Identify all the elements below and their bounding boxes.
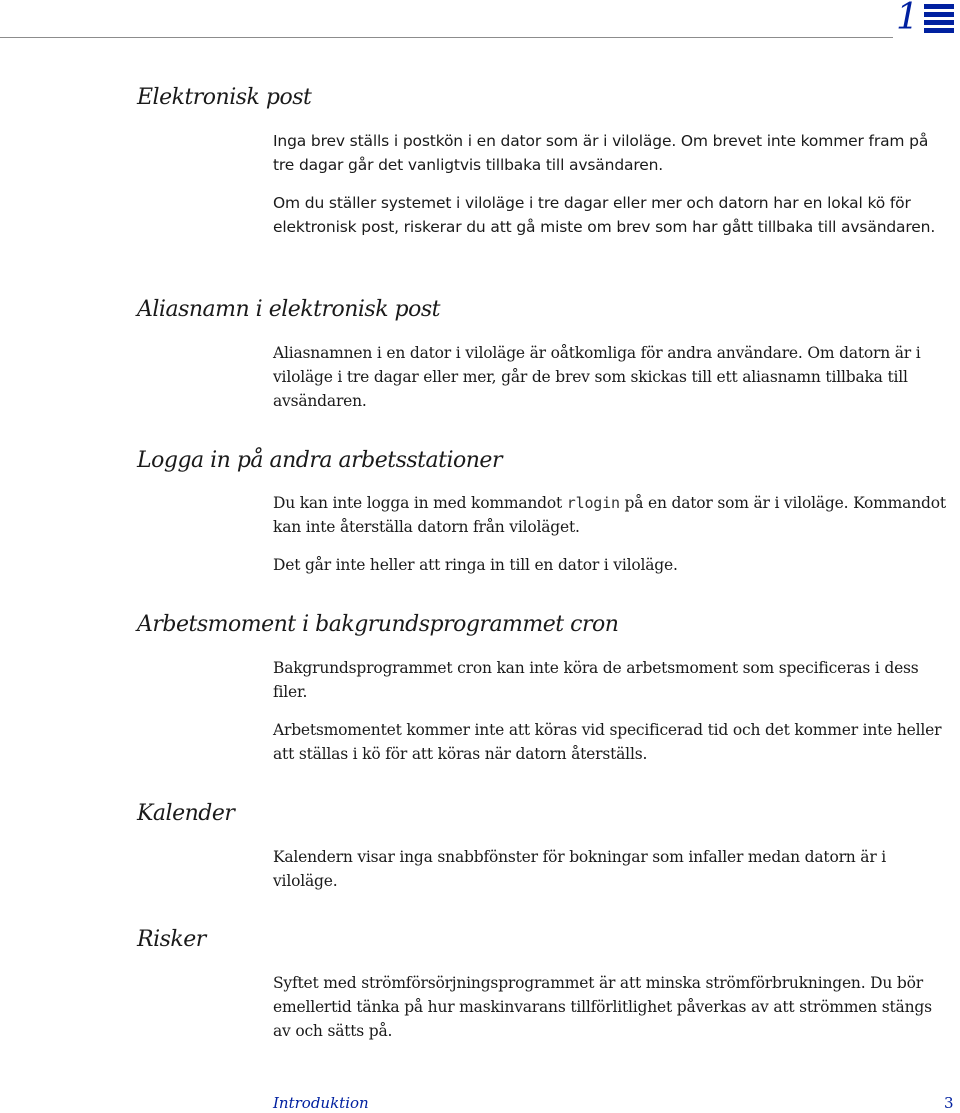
section-heading-aliasnamn: Aliasnamn i elektronisk post xyxy=(137,297,440,322)
section-heading-risker: Risker xyxy=(137,927,206,952)
chapter-number: 1 xyxy=(896,0,919,38)
paragraph: Syftet med strömförsörjningsprogrammet är att minska strömförbrukningen. Du bör emellertid tänka på hur maskinvarans tillförlitlighet påverkas av att strömmen stängs av och sätts på. xyxy=(273,974,932,1040)
paragraph: Arbetsmomentet kommer inte att köras vid specificerad tid och det kommer inte heller att ställas i kö för att köras när datorn återställs. xyxy=(273,721,942,763)
section-heading-kalender: Kalender xyxy=(137,801,235,826)
text: på en dator som är i viloläge. Kommandot kan inte återställa datorn från viloläget. xyxy=(273,494,946,536)
paragraph: Det går inte heller att ringa in till en dator i viloläge. xyxy=(273,556,678,574)
command-rlogin: rlogin xyxy=(566,494,620,512)
text: Du kan inte logga in med kommandot xyxy=(273,494,567,512)
footer-chapter-title: Introduktion xyxy=(273,1094,369,1112)
section-heading-logga-in: Logga in på andra arbetsstationer xyxy=(137,448,502,473)
paragraph: Aliasnamnen i en dator i viloläge är oåtkomliga för andra användare. Om datorn är i viloläge i tre dagar eller mer, går de brev som skickas till ett aliasnamn tillbaka till avsändaren. xyxy=(273,344,921,410)
three-bars-icon xyxy=(924,4,954,34)
paragraph: Kalendern visar inga snabbfönster för bokningar som infaller medan datorn är i viloläge. xyxy=(273,848,887,890)
footer-page-number: 3 xyxy=(944,1094,954,1112)
section-heading-cron: Arbetsmoment i bakgrundsprogrammet cron xyxy=(137,612,619,637)
section-heading-elektronisk-post: Elektronisk post xyxy=(137,85,312,110)
paragraph: Om du ställer systemet i viloläge i tre dagar eller mer och datorn har en lokal kö för elektronisk post, riskerar du att gå miste om brev som har gått tillbaka till avsändaren. xyxy=(273,194,936,236)
paragraph-rlogin xyxy=(273,491,953,539)
header-rule xyxy=(0,37,893,38)
paragraph: Inga brev ställs i postkön i en dator som är i viloläge. Om brevet inte kommer fram på tre dagar går det vanligtvis tillbaka till avsändaren. xyxy=(273,132,929,174)
paragraph: Bakgrundsprogrammet cron kan inte köra de arbetsmoment som specificeras i dess filer. xyxy=(273,659,919,701)
